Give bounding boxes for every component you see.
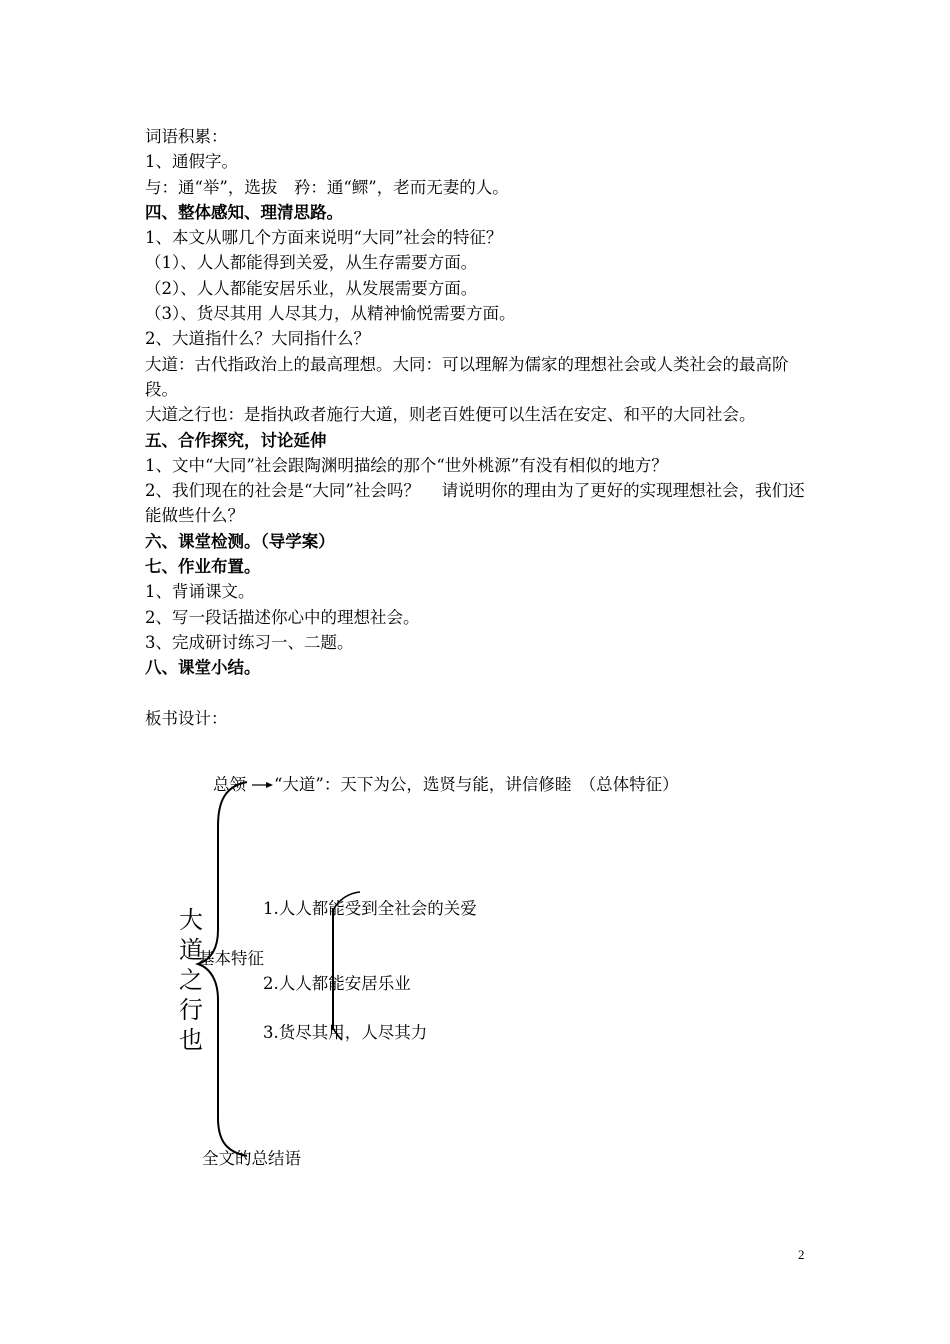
- text-line: 1、文中“大同”社会跟陶渊明描绘的那个“世外桃源”有没有相似的地方？: [145, 455, 668, 475]
- text-line: 词语积累：: [145, 127, 228, 146]
- section-heading: 五、合作探究，讨论延伸: [145, 430, 327, 450]
- overview-text: “大道”：天下为公，选贤与能，讲信修睦 （总体特征）: [274, 775, 679, 794]
- title-char: 之: [179, 966, 203, 994]
- summary-label: 全文的总结语: [202, 1149, 301, 1168]
- text-line: 1、背诵课文。: [145, 582, 255, 602]
- text-line: （2）、人人都能安居乐业，从发展需要方面。: [145, 278, 478, 298]
- text-line: 1、通假字。: [145, 152, 238, 172]
- title-char: 也: [179, 1026, 203, 1054]
- feature-item-3: 3.货尽其用，人尽其力: [263, 1023, 428, 1042]
- text-line: 板书设计：: [145, 708, 228, 728]
- text-line: 2、大道指什么？大同指什么？: [145, 329, 370, 349]
- text-line: 1、本文从哪几个方面来说明“大同”社会的特征？: [145, 228, 503, 248]
- title-char: 行: [179, 996, 203, 1024]
- text-line: （1）、人人都能得到关爱，从生存需要方面。: [145, 253, 478, 273]
- feature-item-2: 2.人人都能安居乐业: [263, 974, 411, 993]
- overview-prefix: 总领: [213, 775, 246, 794]
- text-line: 与：通“举”，选拔 矜：通“鳏”，老而无妻的人。: [145, 177, 509, 197]
- title-char: 大: [179, 906, 203, 934]
- text-line: 2、写一段话描述你心中的理想社会。: [145, 607, 420, 627]
- basic-features-label: 基本特征: [198, 949, 264, 968]
- section-heading: 八、课堂小结。: [145, 658, 261, 678]
- feature-item-1: 1.人人都能受到全社会的关爱: [263, 899, 477, 918]
- board-title-vertical: [176, 905, 206, 1055]
- section-heading: 六、课堂检测。（导学案）: [145, 531, 335, 551]
- text-line: 2、我们现在的社会是“大同”社会吗？ 请说明你的理由为了更好的实现理想社会，我们还能做些什么？: [145, 481, 805, 526]
- text-line: 大道之行也：是指执政者施行大道，则老百姓便可以生活在安定、和平的大同社会。: [145, 405, 756, 425]
- text-line: （3）、货尽其用 人尽其力，从精神愉悦需要方面。: [145, 304, 516, 324]
- page-number: 2: [798, 1247, 805, 1262]
- section-heading: 四、整体感知、理清思路。: [145, 202, 343, 222]
- text-line: 大道：古代指政治上的最高理想。大同：可以理解为儒家的理想社会或人类社会的最高阶段。: [145, 354, 789, 399]
- title-char: 道: [179, 936, 203, 964]
- text-line: 3、完成研讨练习一、二题。: [145, 632, 354, 652]
- section-heading: 七、作业布置。: [145, 557, 261, 577]
